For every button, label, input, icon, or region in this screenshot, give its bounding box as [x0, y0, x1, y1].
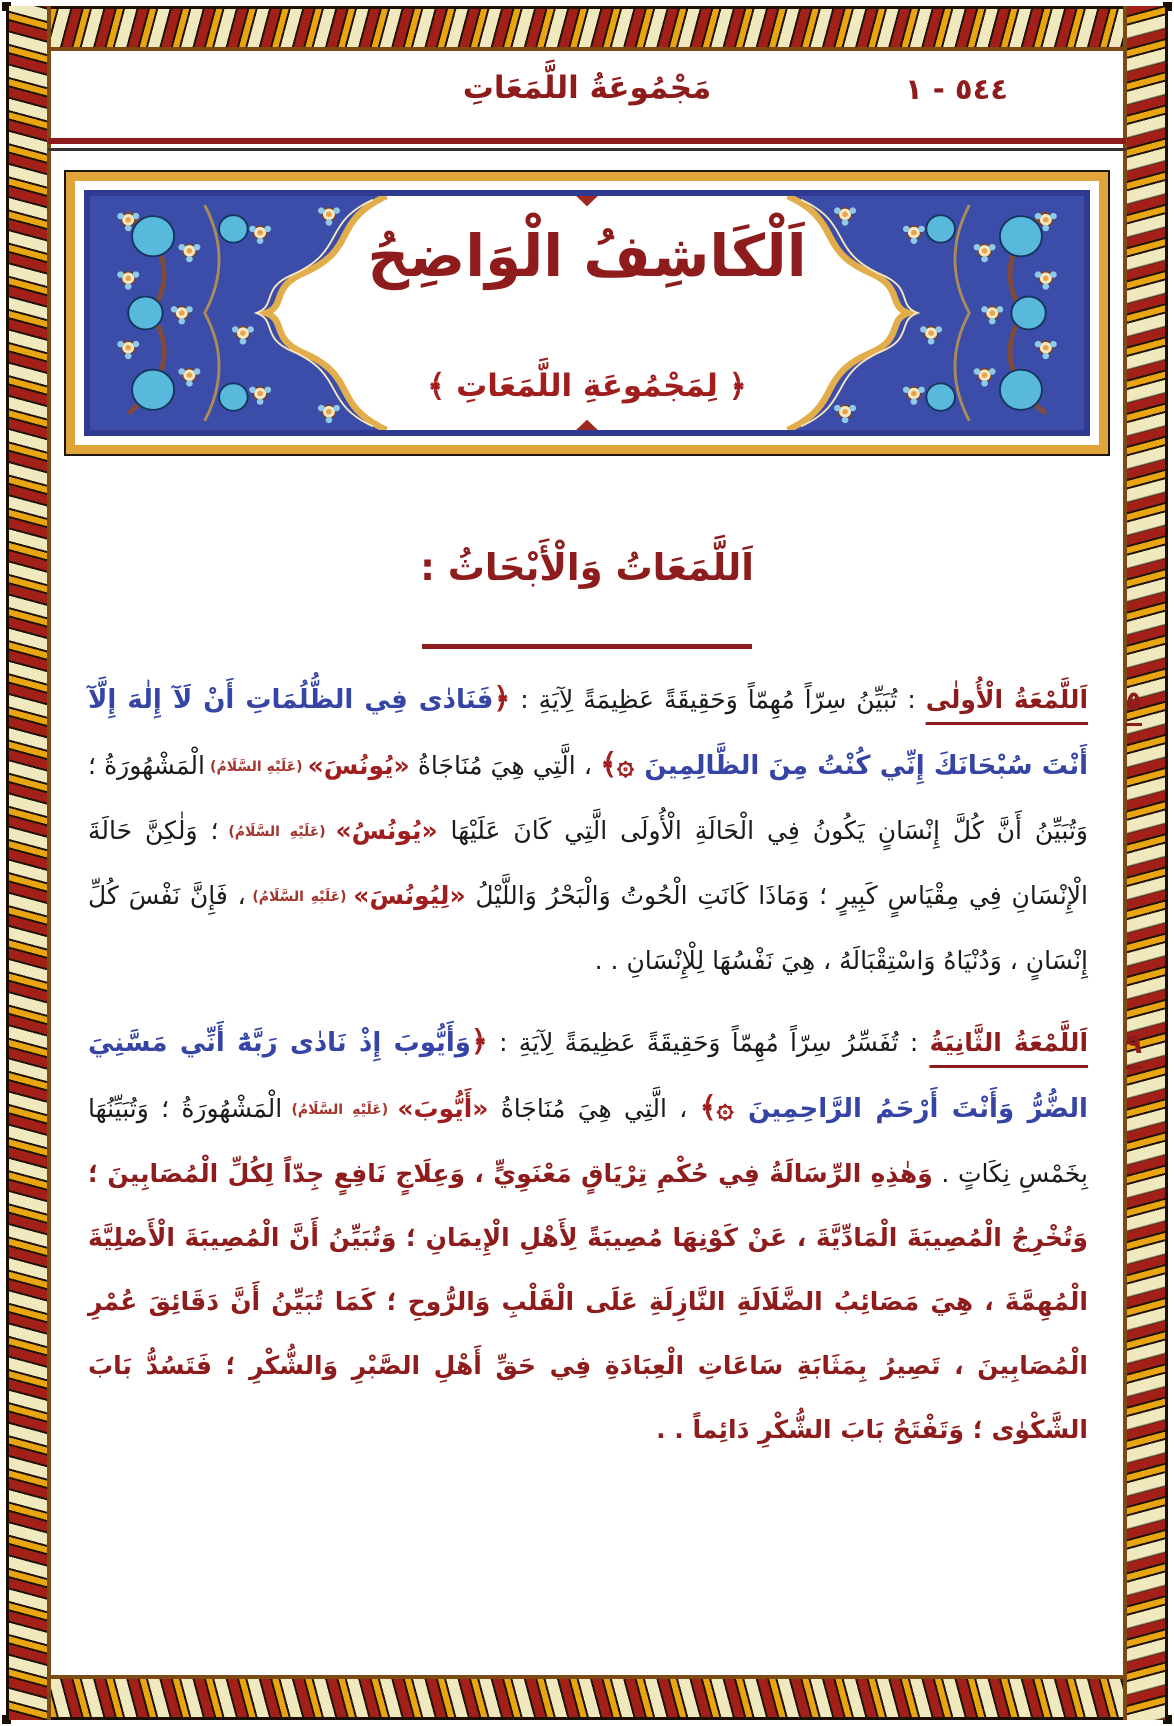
honorific-mark: (عَلَيْهِ السَّلَامُ) [245, 889, 354, 905]
highlighted-passage: وَهٰذِهِ الرِّسَالَةُ فِي حُكْمِ تِرْيَاقٍ مَعْنَوِيٍّ ، وَعِلَاجٍ نَافِعٍ جِدّاً لِكُلِّ الْمُصَابِينَ ؛ وَتُخْرِجُ الْمُصِيبَةَ الْمَادِّيَّةَ ، عَنْ كَوْنِهَا مُصِيبَةً لِأَهْلِ الْإِيمَانِ ؛ وَتُبَيِّنُ أَنَّ الْمُصِيبَةَ الْأَصْلِيَّةَ الْمُهِمَّةَ ، هِيَ مَصَائِبُ الضَّلَالَةِ النَّازِلَةِ عَلَى الْقَلْبِ وَالرُّوحِ ؛ كَمَا تُبَيِّنُ أَنَّ دَقَائِقَ عُمْرِ الْمُصَابِينَ ، تَصِيرُ بِمَثَابَةِ سَاعَاتِ الْعِبَادَةِ فِي حَقِّ أَهْلِ الصَّبْرِ وَالشُّكْرِ ؛ فَتَسُدُّ بَابَ الشَّكْوٰى ؛ وَتَفْتَحُ بَابَ الشُّكْرِ دَائِماً . . [88, 1159, 1088, 1444]
page-content [48, 48, 1142, 1678]
chain-border-top [6, 6, 1168, 51]
illuminated-header-panel [64, 170, 1110, 456]
honorific-mark: (عَلَيْهِ السَّلَامُ) [218, 824, 336, 840]
verse-open-ornament: ﴿ [470, 1024, 488, 1058]
panel-gold-frame [66, 172, 1108, 454]
body-text [88, 666, 1142, 1478]
verse-close-ornament: ۞﴾ [600, 747, 645, 781]
honorific-mark: (عَلَيْهِ السَّلَامُ) [282, 1102, 398, 1118]
panel-navy-frame [84, 190, 1090, 436]
verse-close-ornament: ۞﴾ [699, 1090, 749, 1124]
body-run: الْمَشْهُورَةُ ؛ وَتُبَيِّنُ أَنَّ كُلَّ إِنْسَانٍ يَكُونُ فِي الْحَالَةِ الْأُولَى الَّتِي كَانَ عَلَيْهَا [88, 751, 1089, 845]
page-number: ٥٤٤ - ١ [904, 72, 1008, 106]
prophet-name: «يُونُسَ» [307, 751, 410, 780]
verse-open-ornament: ﴿ [493, 681, 511, 715]
body-run: ، الَّتِي هِيَ مُنَاجَاةُ [409, 751, 601, 780]
honorific-mark: (عَلَيْهِ السَّلَامُ) [205, 759, 308, 775]
prophet-name: «أَيُّوبَ» [397, 1094, 489, 1123]
body-run: ، فَإِنَّ نَفْسَ كُلِّ إِنْسَانٍ ، وَدُنْيَاهُ وَاسْتِقْبَالَهُ ، هِيَ نَفْسُهَا لِلْإِنْسَانِ . . [88, 881, 1088, 975]
margin-number: ٥ [1125, 686, 1142, 717]
book-subtitle: ﴿ لِمَجْمُوعَةِ اللَّمَعَاتِ ﴾ [427, 368, 747, 404]
section-heading: اَللَّمَعَاتُ وَالْأَبْحَاثُ : [420, 546, 754, 589]
running-header-title: مَجْمُوعَةُ اللَّمَعَاتِ [462, 70, 712, 106]
section-heading-rule [422, 644, 752, 649]
quran-verse: وَأَيُّوبَ إِذْ نَادٰى رَبَّهُٓ أَنِّي مَسَّنِيَ الضُّرُّ وَأَنْتَ أَرْحَمُ الرَّاحِمِينَ [88, 1028, 1088, 1124]
body-run: : تُفَسِّرُ سِرّاً مُهِمّاً وَحَقِيقَةً عَظِيمَةً لِآيَةِ : [487, 1028, 930, 1057]
body-run: الْمَشْهُورَةُ ؛ وَتُبَيِّنُهَا بِخَمْسِ نِكَاتٍ . [88, 1094, 1088, 1188]
paragraph-first-flash [88, 666, 1142, 993]
body-run: : تُبَيِّنُ سِرّاً مُهِمّاً وَحَقِيقَةً عَظِيمَةً لِآيَةِ : [510, 685, 926, 714]
header-rule [48, 138, 1126, 151]
chain-border-bottom [6, 1675, 1168, 1720]
paragraph-second-flash [88, 1009, 1142, 1462]
prophet-name: «يُونُسُ» [335, 816, 438, 845]
flash-title: اَللَّمْعَةُ الْأُولٰى [925, 685, 1089, 714]
quran-verse: فَنَادٰى فِي الظُّلُمَاتِ أَنْ لَآ إِلٰهَ إِلَّآ أَنْتَ سُبْحَانَكَ إِنِّي كُنْتُ مِنَ الظَّالِمِينَ [88, 685, 1088, 781]
body-run: ؛ وَلٰكِنَّ حَالَةَ الْإِنْسَانِ فِي مِقْيَاسٍ كَبِيرٍ ؛ وَمَاذَا كَانَتِ الْحُوتُ وَالْبَحْرُ وَاللَّيْلُ [88, 816, 1088, 910]
book-main-title: اَلْكَاشِفُ الْوَاضِحُ [367, 222, 807, 290]
body-run: ، الَّتِي هِيَ مُنَاجَاةُ [488, 1094, 700, 1123]
chain-border-left [6, 6, 51, 1720]
flash-title: اَللَّمْعَةُ الثَّانِيَةُ [929, 1028, 1089, 1057]
margin-number: ٩ [1125, 1029, 1142, 1060]
chain-border-right [1123, 6, 1168, 1720]
prophet-name: «لِيُونُسَ» [353, 881, 466, 910]
